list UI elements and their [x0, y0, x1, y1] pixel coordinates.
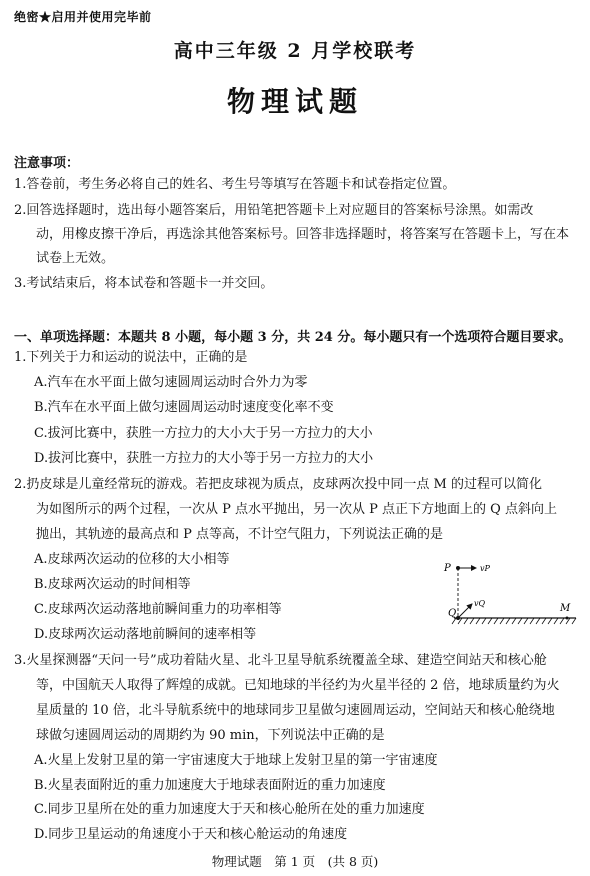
q1-stem: 1.下列关于力和运动的说法中，正确的是: [14, 350, 248, 365]
q1-option-b: B.汽车在水平面上做匀速圆周运动时速度变化率不变: [34, 400, 334, 415]
label-p: P: [444, 563, 451, 574]
projectile-diagram: [440, 556, 580, 632]
q3-stem-line-2: 等，中国航天人取得了辉煌的成就。已知地球的半径约为火星半径的 2 倍，地球质量约为火: [36, 678, 560, 693]
notice-item-2-line-3: 试卷上无效。: [36, 251, 115, 266]
section-heading: 一、单项选择题：本题共 8 小题，每小题 3 分，共 24 分。每小题只有一个选项符合题目要求。: [14, 330, 572, 345]
q3-option-d: D.同步卫星运动的角速度小于天和核心舱运动的角速度: [34, 827, 348, 842]
q3-option-b: B.火星表面附近的重力加速度大于地球表面附近的重力加速度: [34, 778, 386, 793]
notice-item-1: 1.答卷前，考生务必将自己的姓名、考生号等填写在答题卡和试卷指定位置。: [14, 177, 456, 192]
ground-hatching: [452, 618, 576, 624]
confidential-mark: 绝密★启用并使用完毕前: [14, 10, 152, 24]
q3-stem-line-3: 星质量的 10 倍，北斗导航系统中的地球同步卫星做匀速圆周运动，空间站天和核心舱绕地: [36, 703, 555, 718]
label-vq: vQ: [474, 599, 486, 608]
notice-heading: 注意事项：: [14, 156, 80, 171]
subject-title: 物理试题: [226, 85, 363, 118]
label-vp: vP: [480, 564, 490, 573]
q2-stem-line-3: 抛出，其轨迹的最高点和 P 点等高，不计空气阻力，下列说法正确的是: [36, 527, 444, 542]
q1-option-c: C.拔河比赛中，获胜一方拉力的大小大于另一方拉力的大小: [34, 426, 373, 441]
label-q: Q: [448, 608, 457, 619]
q2-stem-line-2: 为如图所示的两个过程，一次从 P 点水平抛出，另一次从 P 点正下方地面上的 Q 点斜向上: [36, 502, 557, 517]
q2-option-b: B.皮球两次运动的时间相等: [34, 577, 191, 592]
q3-option-c: C.同步卫星所在处的重力加速度大于天和核心舱所在处的重力加速度: [34, 802, 425, 817]
q2-option-d: D.皮球两次运动落地前瞬间的速率相等: [34, 627, 257, 642]
point-m: [566, 617, 569, 620]
q2-option-a: A.皮球两次运动的位移的大小相等: [34, 552, 230, 567]
q2-option-c: C.皮球两次运动落地前瞬间重力的功率相等: [34, 602, 282, 617]
q3-stem-line-4: 球做匀速圆周运动的周期约为 90 min，下列说法中正确的是: [36, 728, 385, 743]
exam-title: 高中三年级 2 月学校联考: [173, 40, 417, 62]
q3-option-a: A.火星上发射卫星的第一宇宙速度大于地球上发射卫星的第一宇宙速度: [34, 753, 438, 768]
arrow-vq: [458, 604, 472, 618]
notice-item-2-line-1: 2.回答选择题时，选出每小题答案后，用铅笔把答题卡上对应题目的答案标号涂黑。如需改: [14, 203, 534, 218]
page-footer: 物理试题 第 1 页 (共 8 页): [211, 854, 379, 869]
notice-item-3: 3.考试结束后，将本试卷和答题卡一并交回。: [14, 276, 274, 291]
q2-stem-line-1: 2.扔皮球是儿童经常玩的游戏。若把皮球视为质点，皮球两次投中同一点 M 的过程可以简化: [14, 477, 542, 492]
q1-option-d: D.拔河比赛中，获胜一方拉力的大小等于另一方拉力的大小: [34, 451, 374, 466]
q3-stem-line-1: 3.火星探测器“天问一号”成功着陆火星、北斗卫星导航系统覆盖全球、建造空间站天和核心舱: [14, 653, 547, 668]
notice-item-2-line-2: 动，用橡皮擦干净后，再选涂其他答案标号。回答非选择题时，将答案写在答题卡上，写在本: [36, 227, 570, 242]
q1-option-a: A.汽车在水平面上做匀速圆周运动时合外力为零: [34, 375, 308, 390]
label-m: M: [560, 603, 571, 614]
